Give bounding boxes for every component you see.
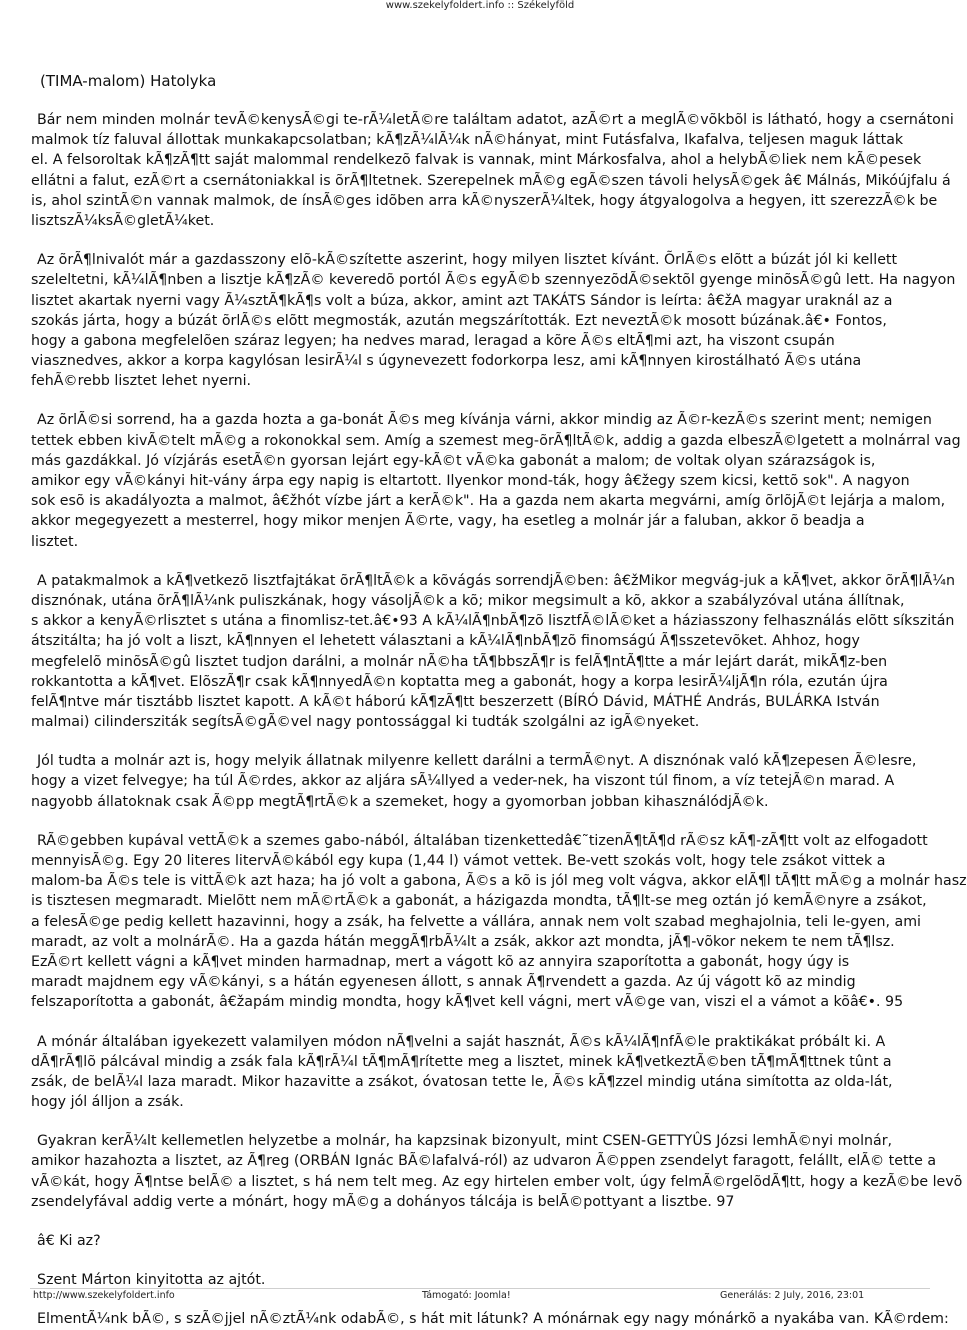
article-paragraph: [0, 410, 960, 551]
footer-generated-date: Generálás: 2 July, 2016, 23:01: [720, 1290, 865, 1301]
paragraph-line: A mónár általában igyekezett valamilyen módon nÃ¶velni a saját hasznát, Ã©s kÃ¼lÃ¶nfÃ©le praktikákat próbált ki. A: [37, 1033, 886, 1050]
site-footer: [0, 1290, 960, 1303]
article-paragraph: [0, 1032, 960, 1113]
paragraph-line: hogy a vizet felvegye; ha túl Ã©rdes, akkor az aljára sÃ¼llyed a veder-nek, ha viszont túl finom, a víz tetejÃ©n marad. A: [31, 773, 895, 790]
paragraph-line: is tisztesen megmaradt. Mielõtt nem mÃ©rtÃ©k a gabonát, a házigazda mondta, tÃ¶lt-se meg oztán jó kemÃ©nyre a zsákot,: [31, 893, 927, 910]
document-title: (TIMA-malom) Hatolyka: [40, 72, 217, 90]
paragraph-line: zsendelyfával addig verte a mónárt, hogy mÃ©g a dohányos tálcája is belÃ©pottyant a lisztbe. 97: [31, 1193, 735, 1210]
paragraph-line: mennyisÃ©g. Egy 20 literes litervÃ©kából egy kupa (1,44 l) vámot vettek. Be-vett szokás volt, hogy tele zsákot vittek a: [31, 853, 886, 869]
article-paragraph: [0, 1231, 960, 1251]
paragraph-line: maradt majdnem egy vÃ©kányi, s a hátán egyenesen állott, s annak Ã¶rvendett a gazda. Az új vágott kõ az mindig: [31, 974, 856, 991]
paragraph-line: malmok tíz faluval állottak munkakapcsolatban; kÃ¶zÃ¼lÃ¼k nÃ©hányat, mint Futásfalva, Ikafalva, teljesen maguk láttak: [31, 132, 904, 149]
paragraph-line: is, ahol szintÃ©n vannak malmok, de ínsÃ©ges idõben arra kÃ©nyszerÃ¼ltek, hogy átgyalogolva a hegyen, itt szerezzÃ©k be: [31, 192, 938, 209]
article-paragraph: [0, 110, 960, 231]
paragraph-line: Gyakran kerÃ¼lt kellemetlen helyzetbe a molnár, ha kapzsinak bizonyult, mint CSEN-GETTYÛS Józsi lemhÃ©nyi molnár,: [37, 1133, 893, 1150]
paragraph-line: zsák, de belÃ¼l laza maradt. Mikor hazavitte a zsákot, óvatosan tette le, Ã©s kÃ¶zzel mindig utána simította az olda-lát,: [31, 1073, 893, 1090]
article-paragraph: [0, 751, 960, 812]
paragraph-line: ellátni a falut, ezÃ©rt a csernátoniakkal is õrÃ¶ltetnek. Szerepelnek mÃ©g egÃ©szen távoli helysÃ©gek â€ Málnás, Mikóújfalu á: [31, 172, 951, 189]
paragraph-line: nagyobb állatoknak csak Ã©pp megtÃ¶rtÃ©k a szemeket, hogy a gyomorban jobban kihasználódjÃ©k.: [31, 793, 769, 810]
paragraph-line: viasznedves, akkor a korpa kagylósan lesirÃ¼l s úgynevezett fodorkorpa lesz, ami kÃ¶nnyen kirostálható Ã©s utána: [31, 353, 862, 370]
paragraph-line: RÃ©gebben kupával vettÃ©k a szemes gabo-nából, általában tizenkettedâ€˜tizenÃ¶tÃ¶d rÃ©sz kÃ¶-zÃ¶tt volt az elfogadott: [37, 832, 928, 849]
article-paragraph: [0, 250, 960, 391]
article-paragraph: [0, 1131, 963, 1212]
paragraph-line: Az õrlÃ©si sorrend, ha a gazda hozta a ga-bonát Ã©s meg kívánja várni, akkor mindig az Ã©r-kezÃ©s szerint ment; nemigen: [37, 412, 932, 429]
paragraph-line: s akkor a kenyÃ©rlisztet s utána a finomlisz-tet.â€•93 A kÃ¼lÃ¶nbÃ¶zõ lisztfÃ©lÃ©ket a háziasszony felhasználás elõtt síkszitán: [31, 613, 955, 630]
article-paragraph: [0, 831, 967, 1013]
paragraph-line: Szent Márton kinyitotta az ajtót.: [37, 1272, 266, 1289]
paragraph-line: amikor egy vÃ©kányi hit-vány árpa egy napig is eltartott. Ilyenkor mond-ták, hogy â€žegy szem kicsi, kettõ sok". A nagyon: [31, 473, 910, 489]
footer-divider: [30, 1288, 930, 1289]
paragraph-line: a felesÃ©ge pedig kellett hazavinni, hogy a zsák, ha felvette a vállára, annak nem volt szabad meghajolnia, teli le-gyen, ami: [31, 913, 921, 930]
paragraph-line: akkor megegyezett a mesterrel, hogy mikor menjen Ã©rte, vagy, ha esetleg a molnár jár a faluban, akkor õ beadja a: [31, 513, 865, 530]
footer-sponsor: Támogató: Joomla!: [422, 1290, 511, 1301]
paragraph-line: el. A felsoroltak kÃ¶zÃ¶tt saját malommal rendelkezõ falvak is vannak, mint Márkosfalva, ahol a helybÃ©liek nem kÃ©pesek: [31, 152, 922, 169]
paragraph-line: malmai) cilindersziták segítsÃ©gÃ©vel nagy pontossággal ki tudták szolgálni az igÃ©nyeket.: [31, 714, 700, 731]
paragraph-line: tettek ebben kivÃ©telt mÃ©g a rokonokkal sem. Amíg a szemest meg-õrÃ¶ltÃ©k, addig a gazda elbeszÃ©lgetett a molnárral vag: [31, 432, 961, 449]
paragraph-line: megfelelõ minõsÃ©gû lisztet tudjon darálni, a molnár nÃ©ha tÃ¶bbszÃ¶r is felÃ¶ntÃ¶tte a már lejárt darát, mikÃ¶z-ben: [31, 653, 888, 670]
paragraph-line: ElmentÃ¼nk bÃ©, s szÃ©jjel nÃ©ztÃ¼nk odabÃ©, s hát mit látunk? A mónárnak egy nagy mónárkõ a nyakába van. KÃ©rdem:: [37, 1311, 949, 1328]
article-paragraph: [0, 1309, 960, 1329]
paragraph-line: sok esõ is akadályozta a malmot, â€žhót vízbe járt a kerÃ©k". Ha a gazda nem akarta megvárni, amíg õrlõjÃ©t lejárja a malom,: [31, 493, 946, 510]
paragraph-line: felÃ¶ntve már tisztább lisztet kapott. A kÃ©t háború kÃ¶zÃ¶tt beszerzett (BÍRÓ Dávid, MÁTHÉ András, BULÁRKA István: [31, 693, 880, 710]
paragraph-line: fehÃ©rebb lisztet lehet nyerni.: [31, 373, 252, 390]
paragraph-line: EzÃ©rt kellett vágni a kÃ¶vet minden harmadnap, mert a vágott kõ az annyira szaporította a gabonát, hogy úgy is: [31, 953, 850, 970]
footer-url-link[interactable]: http://www.szekelyfoldert.info: [33, 1290, 175, 1301]
paragraph-line: disznónak, utána õrÃ¶lÃ¼nk puliszkának, hogy vásoljÃ©k a kõ; mikor megsimult a kõ, akkor a szabályzóval utána állítnak,: [31, 592, 905, 609]
paragraph-line: vÃ©kát, hogy Ã¶ntse belÃ© a lisztet, s há nem telt meg. Az egy hirtelen ember volt, úgy felmÃ©rgelõdÃ¶tt, hogy a kezÃ©be levõ: [31, 1173, 963, 1190]
paragraph-line: Jól tudta a molnár azt is, hogy melyik állatnak milyenre kellett darálni a termÃ©nyt. A disznónak való kÃ¶zepesen Ã©lesre,: [37, 753, 917, 770]
paragraph-line: dÃ¶rÃ¶lõ pálcával mindig a zsák fala kÃ¶rÃ¼l tÃ¶mÃ¶rítette meg a lisztet, minek kÃ¶vetkeztÃ©ben tÃ¶mÃ¶ttnek tûnt a: [31, 1053, 892, 1070]
site-header: www.szekelyfoldert.info :: Székelyföld: [385, 0, 575, 11]
paragraph-line: hogy jól álljon a zsák.: [31, 1094, 184, 1111]
paragraph-line: maradt, az volt a molnárÃ©. Ha a gazda hátán meggÃ¶rbÃ¼lt a zsák, akkor azt mondta, jÃ¶-võkor nekem te nem tÃ¶lsz.: [31, 933, 895, 950]
paragraph-line: más gazdákkal. Jó vízjárás esetÃ©n gyorsan lejárt egy-kÃ©t vÃ©ka gabonát a malom; de voltak olyan szárazságok is,: [31, 452, 876, 469]
paragraph-line: Bár nem minden molnár tevÃ©kenysÃ©gi te-rÃ¼letÃ©re találtam adatot, azÃ©rt a meglÃ©võkbõl is látható, hogy a csernátoni: [37, 112, 954, 128]
paragraph-line: hogy a gabona megfelelõen száraz legyen; ha nedves marad, leragad a kõre Ã©s eltÃ¶mi azt, ha viszont csupán: [31, 332, 835, 349]
paragraph-line: szeleltetni, kÃ¼lÃ¶nben a lisztje kÃ¶zÃ© keveredõ portól Ã©s egyÃ©b szennyezõdÃ©sektõl gyenge minõsÃ©gû lett. Ha nagyon: [31, 272, 956, 289]
paragraph-line: rokkantotta a kÃ¶vet. ElõszÃ¶r csak kÃ¶nnyedÃ©n koptatta meg a gabonát, hogy a korpa lesirÃ¼ljÃ¶n róla, ezután újra: [31, 673, 888, 690]
paragraph-line: amikor hazahozta a lisztet, az Ã¶reg (ORBÁN Ignác BÃ©lafalvá-ról) az udvaron Ã©ppen zsendelyt faragott, felállt, elÃ© tette a: [31, 1153, 937, 1170]
paragraph-line: lisztszÃ¼ksÃ©gletÃ¼ket.: [31, 212, 215, 229]
paragraph-line: felszaporította a gabonát, â€žapám mindig mondta, hogy kÃ¶vet kell vágni, mert vÃ©ge van, viszi el a vámot a kõâ€•. 95: [31, 994, 904, 1011]
paragraph-line: A patakmalmok a kÃ¶vetkezõ lisztfajtákat õrÃ¶ltÃ©k a kõvágás sorrendjÃ©ben: â€žMikor megvág-juk a kÃ¶vet, akkor õrÃ¶lÃ¼n: [37, 572, 955, 589]
paragraph-line: szokás járta, hogy a búzát õrlÃ©s elõtt megmosták, azután megszárították. Ezt neveztÃ©k mosott búzának.â€• Fontos,: [31, 312, 887, 329]
paragraph-line: â€ Ki az?: [37, 1233, 101, 1249]
paragraph-line: malom-ba Ã©s tele is vittÃ©k azt haza; ha jó volt a gabona, Ã©s a kõ is jól meg volt vágva, akkor elÃ¶l tÃ¶tt mÃ©g a molnár hasz: [31, 873, 967, 890]
article-paragraph: [0, 571, 960, 733]
paragraph-line: Az õrÃ¶lnivalót már a gazdasszony elõ-kÃ©szítette aszerint, hogy milyen lisztet kívánt. ÕrlÃ©s elõtt a búzát jól ki kellett: [37, 252, 898, 269]
paragraph-line: lisztet akartak nyerni vagy Ã¼sztÃ¶kÃ¶s volt a búza, akkor, amint azt TAKÁTS Sándor is leírta: â€žA magyar uraknál az a: [31, 292, 893, 309]
paragraph-line: lisztet.: [31, 533, 79, 550]
paragraph-line: átszitálta; ha jó volt a liszt, kÃ¶nnyen el lehetett választani a kÃ¼lÃ¶nbÃ¶zõ finomságú Ã¶sszetevõket. Ahhoz, hogy: [31, 633, 860, 650]
